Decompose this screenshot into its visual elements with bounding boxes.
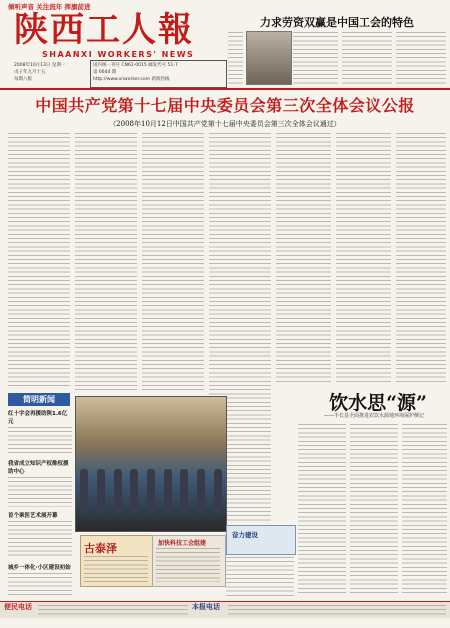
promo-text: 奋力建设 [232, 531, 258, 539]
postal-line: 邮发代号 51-7 [148, 63, 178, 68]
body-column-7 [396, 133, 446, 383]
brief-item-2: 我省成立知识产权维权援助中心 [8, 461, 69, 475]
water-article-headline: 饮水思“源” [329, 392, 427, 414]
ad-right-title: 加快科技工会组建 [158, 540, 207, 547]
water-column-3 [402, 424, 447, 596]
masthead-slogan: 倾听声音 关注流年 挥旗前进 [8, 3, 91, 11]
issue-line: 每期八版 [14, 77, 32, 82]
body-column-3 [142, 133, 204, 391]
ad-text [156, 548, 220, 582]
footer-hotline-label: 本报电话 [192, 603, 220, 611]
brief-item-text [8, 477, 72, 507]
brief-item-text [8, 427, 72, 455]
footer-label: 便民电话 [4, 603, 32, 611]
brief-item-4: 城乡一体化·小区建设初始 [8, 565, 71, 571]
masthead-english: SHAANXI WORKERS' NEWS [42, 50, 195, 59]
promo-article-text [226, 557, 294, 597]
newspaper-masthead: 陕西工人報 [14, 10, 194, 50]
brief-news-list [8, 409, 72, 595]
brief-item-text [8, 573, 72, 595]
code-line: 国内统一刊号 CN61-0015 [93, 63, 147, 68]
issue-info-left [14, 62, 88, 84]
water-article-subhead: ——手长县全面推进农饮水源地环境保护侧记 [323, 413, 424, 419]
ad-logo: 古泰泽 [84, 542, 117, 555]
top-right-headline: 力求劳资双赢是中国工会的特色 [260, 16, 414, 29]
brief-item-text [8, 521, 72, 559]
ad-text [84, 556, 148, 582]
body-column-2 [75, 133, 137, 391]
website-link[interactable]: http://www.snworker.com [93, 77, 151, 82]
photo-figures [76, 453, 226, 513]
footer-bar [0, 601, 450, 618]
date-line: 2008年10月13日 星期一 [14, 63, 66, 68]
lunar-line: 戊子年九月十五 [14, 70, 46, 75]
footer-phone-list [38, 605, 188, 615]
header-divider [0, 88, 450, 90]
brief-item-1: 红十字会再援助陕1.6亿元 [8, 411, 68, 425]
brief-item-3: 首个乘医艺术展开幕 [8, 513, 58, 519]
main-subheadline: （2008年10月12日中国共产党第十七届中央委员会第三次全体会议通过） [109, 120, 341, 128]
body-column-1 [8, 133, 70, 388]
hotline-label: 新闻热线 [151, 77, 170, 82]
article-text-block [293, 32, 338, 84]
main-headline: 中国共产党第十七届中央委员会第三次全体会议公报 [35, 96, 415, 115]
total-issue: 第 6644 期 [93, 70, 117, 75]
issue-info-right [93, 62, 223, 84]
article-text-block [228, 32, 243, 84]
main-photo [75, 396, 227, 532]
body-column-5 [276, 133, 331, 383]
brief-news-title: 简明新闻 [8, 393, 70, 406]
water-column-1 [298, 424, 346, 596]
body-column-6 [336, 133, 391, 383]
portrait-photo [246, 31, 292, 85]
footer-phone-list [228, 605, 446, 615]
water-column-2 [350, 424, 398, 596]
article-text-block [342, 32, 392, 84]
article-text-block [396, 32, 446, 84]
